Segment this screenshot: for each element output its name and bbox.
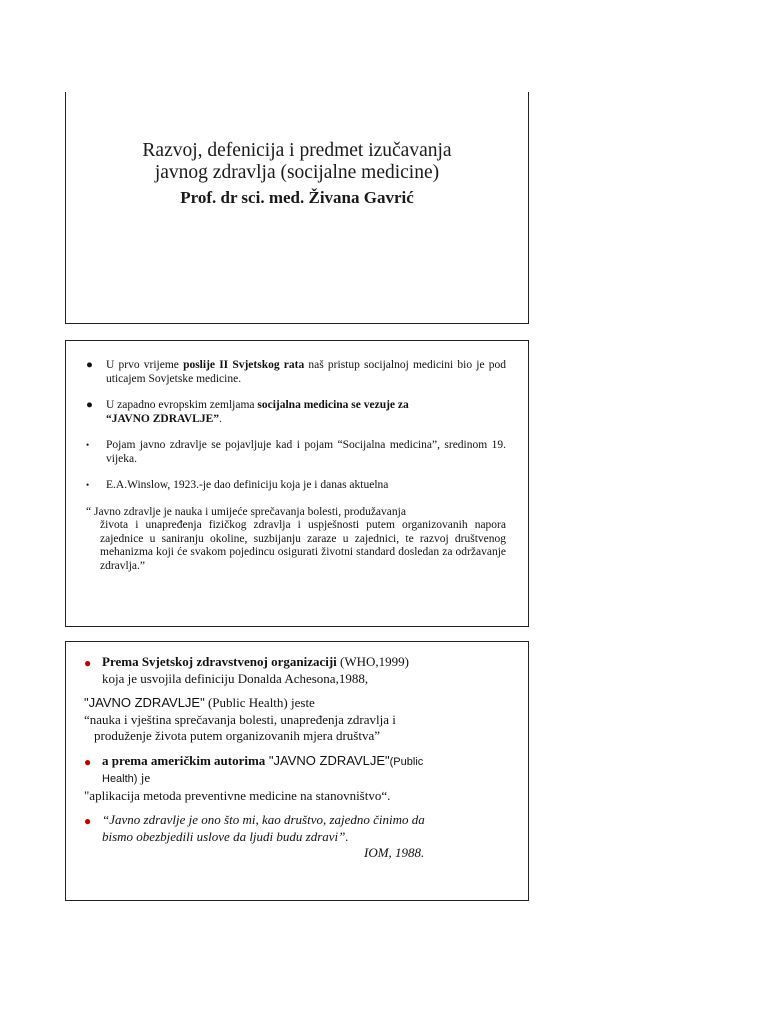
bullet-icon: • (86, 440, 90, 450)
text-line: bismo obezbjedili uslove da ljudi budu zdravi”. (102, 828, 349, 844)
slide-history-body (86, 359, 506, 573)
text-line: “nauka i vještina sprečavanja bolesti, unapređenja zdravlja i (84, 711, 396, 727)
list-item: ● U prvo vrijeme poslije II Svjetskog rata naš pristup socijalnoj medicini bio je pod uticajem Sovjetske medicine. (86, 359, 506, 385)
list-item: ● “Javno zdravlje je ono što mi, kao društvo, zajedno činimo da (84, 812, 425, 828)
title-block (66, 140, 528, 208)
list-item: • E.A.Winslow, 1923.-je dao definiciju koja je i danas aktuelna (86, 479, 389, 491)
text-line: Health) je (102, 770, 151, 785)
list-item: • Pojam javno zdravlje se pojavljuje kad i pojam “Socijalna medicina”, sredinom 19. vijeka. (86, 439, 506, 465)
list-item: ● a prema američkim autorima "JAVNO ZDRAVLJE"(Public (84, 752, 424, 769)
slide-title (65, 92, 529, 324)
bullet-icon: ● (84, 814, 92, 828)
slide-definitions (65, 641, 529, 901)
text-line: "aplikacija metoda preventivne medicine na stanovništvo“. (84, 787, 391, 803)
slide-definitions-body (84, 654, 514, 862)
text-line: "JAVNO ZDRAVLJE" (Public Health) jeste (84, 695, 315, 710)
list-item: ● U zapadno evropskim zemljama socijalna medicina se vezuje za “JAVNO ZDRAVLJE”. (86, 399, 409, 425)
bullet-icon: ● (86, 359, 93, 371)
text-line: produženje života putem organizovanih mjera društva” (94, 728, 381, 743)
text-line: koja je usvojila definiciju Donalda Achesona,1988, (102, 670, 369, 686)
author: Prof. dr sci. med. Živana Gavrić (180, 188, 414, 207)
bullet-icon: ● (84, 656, 92, 670)
bullet-icon: ● (84, 754, 92, 769)
title-line-2: javnog zdravlja (socijalne medicine) (154, 162, 440, 183)
title-line-1: Razvoj, defenicija i predmet izučavanja (142, 140, 452, 161)
bullet-icon: ● (86, 399, 93, 411)
winslow-quote: “ Javno zdravlje je nauka i umijeće sprečavanja bolesti, produžavanja života i unapređenja fizičkog zdravlja i uspješnosti putem organizovanih napora zajednice u saniranju okoline, suzbijanju zaraze u zajednici, te razvoj društvenog mehanizma koji će svakom pojedincu osigurati životni standard dosledan za održavanje zdravlja.” (86, 505, 506, 572)
slide-history (65, 340, 529, 627)
citation: IOM, 1988. (364, 845, 425, 860)
list-item: ● Prema Svjetskoj zdravstvenoj organizaciji (WHO,1999) (84, 654, 410, 670)
bullet-icon: • (86, 480, 90, 490)
